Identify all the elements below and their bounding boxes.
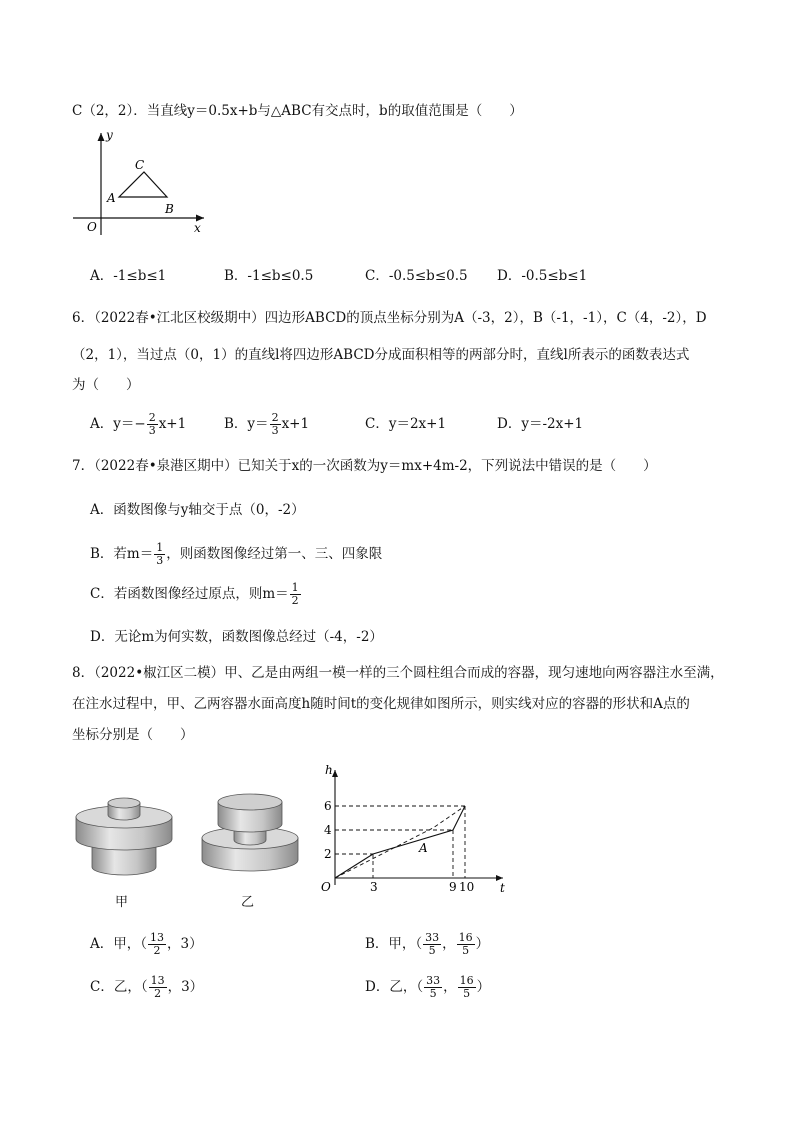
container-yi-illustration (198, 792, 308, 882)
q5-triangle-graph (70, 125, 220, 240)
q8-origin-label: O (321, 880, 331, 894)
q8-tick-4: 4 (324, 823, 332, 837)
q5-option-d[interactable]: D．-0.5≤b≤1 (497, 268, 588, 284)
container-jia-illustration (72, 795, 182, 880)
q5-point-b: B (165, 202, 174, 216)
q7-option-c[interactable]: C．若函数图像经过原点，则m＝ $\frac{1}{2}$ (90, 581, 299, 607)
q5-x-label: x (194, 221, 201, 235)
q7-option-b[interactable]: B．若m＝ $\frac{1}{3}$ ，则函数图像经过第一、三、四象限 (90, 541, 383, 567)
q7-option-d[interactable]: D．无论m为何实数，函数图像总经过（-4，-2） (90, 629, 383, 645)
q8-option-b[interactable]: B．甲，（ $\frac{33}{5}$ ， $\frac{16}{5}$ ） (365, 931, 490, 957)
q8-option-c[interactable]: C．乙，（ $\frac{13}{2}$ ，3） (90, 974, 204, 1000)
q6-stem-line-1: 6．（2022春•江北区校级期中）四边形ABCD的顶点坐标分别为A（-3，2），B（-1，-1），C（4，-2），D (72, 310, 707, 326)
q5-option-c[interactable]: C．-0.5≤b≤0.5 (365, 268, 468, 284)
q7-stem: 7．（2022春•泉港区期中）已知关于x的一次函数为y＝mx+4m-2，下列说法中错误的是（ ） (72, 458, 657, 474)
q5-y-label: y (106, 128, 113, 142)
q8-t-label: t (500, 881, 505, 895)
q8-point-a-label: A (419, 841, 428, 855)
q5-point-a: A (107, 191, 116, 205)
q8-stem-line-2: 在注水过程中，甲、乙两容器水面高度h随时间t的变化规律如图所示，则实线对应的容器的形状和A点的 (72, 696, 690, 712)
q5-option-a[interactable]: A．-1≤b≤1 (90, 268, 167, 284)
q8-water-height-graph (315, 760, 515, 895)
q8-option-d[interactable]: D．乙，（ $\frac{33}{5}$ ， $\frac{16}{5}$ ） (365, 974, 491, 1000)
q8-option-a[interactable]: A．甲，（ $\frac{13}{2}$ ，3） (90, 931, 203, 957)
container-jia-label: 甲 (115, 895, 129, 910)
q5-option-b[interactable]: B．-1≤b≤0.5 (224, 268, 314, 284)
q5-y-arrow (98, 133, 105, 141)
q6-stem-line-3: 为（ ） (72, 377, 140, 393)
q6-option-b[interactable]: B．y＝ $\frac{2}{3}$ x+1 (224, 411, 310, 437)
q6-option-c[interactable]: C．y＝2x+1 (365, 416, 447, 432)
container-yi-label: 乙 (241, 895, 255, 910)
q8-tick-10: 10 (459, 880, 475, 894)
q8-stem-line-3: 坐标分别是（ ） (72, 727, 194, 743)
q7-option-a[interactable]: A．函数图像与y轴交于点（0，-2） (90, 502, 305, 518)
q5-stem: C（2，2）．当直线y＝0.5x+b与△ABC有交点时，b的取值范围是（ ） (72, 103, 523, 119)
q8-h-label: h (325, 763, 333, 777)
q6-stem-line-2: （2，1），当过点（0，1）的直线l将四边形ABCD分成面积相等的两部分时，直线l所表示的函数表达式 (72, 347, 690, 363)
q8-tick-2: 2 (324, 847, 332, 861)
q8-solid-line (335, 806, 465, 878)
q5-origin-label: O (87, 220, 97, 234)
q5-point-c: C (135, 158, 145, 172)
q8-tick-9: 9 (449, 880, 457, 894)
q8-tick-6: 6 (324, 799, 332, 813)
q8-stem-line-1: 8．（2022•椒江区二模）甲、乙是由两组一模一样的三个圆柱组合而成的容器，现匀速地向两容器注水至满， (72, 665, 724, 681)
q6-option-a[interactable]: A．y＝− $\frac{2}{3}$ x+1 (90, 411, 187, 437)
q6-option-d[interactable]: D．y＝-2x+1 (497, 416, 584, 432)
q5-triangle-abc (119, 172, 167, 197)
q8-tick-3: 3 (370, 880, 378, 894)
